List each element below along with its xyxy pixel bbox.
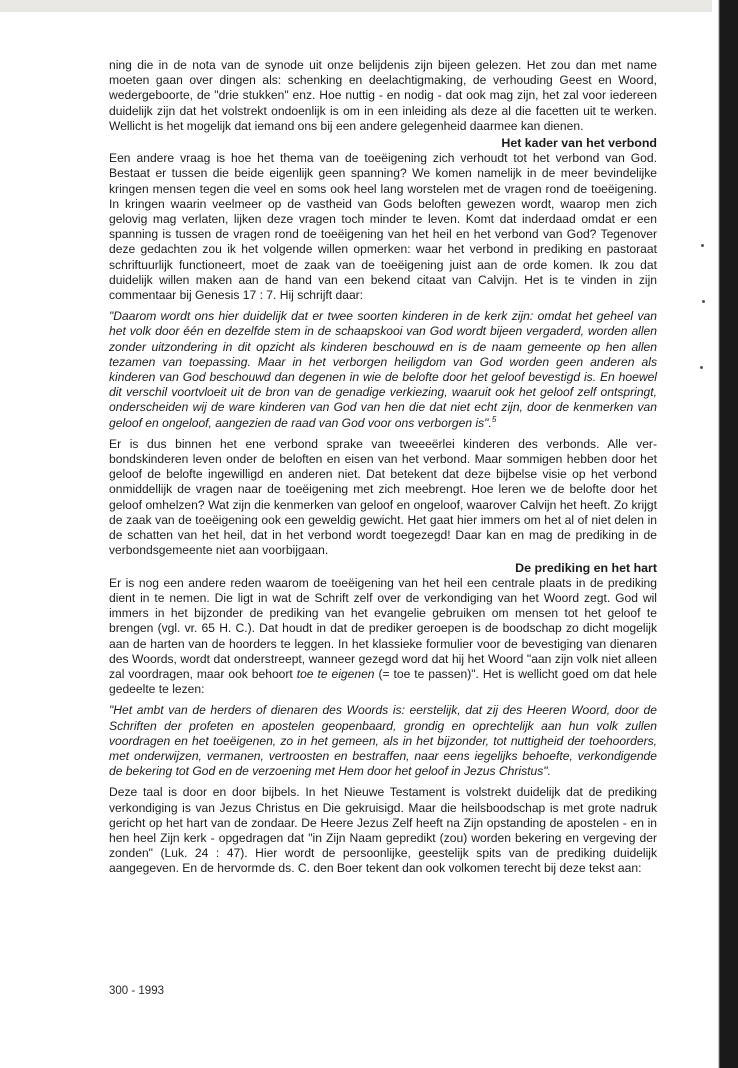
prediking-lead-text: Er is nog een andere reden waarom de toeëigening van het heil een centrale plaats in de prediking dient in te nemen. Die ligt in wat de Schrift zelf over de verkondiging van het Woord zegt. God wil immers in het bijzonder de prediking van het evangelie gebruiken om mensen tot het geloof te brengen (vgl. vr. 65 H. C.). Dat houdt in dat de prediker geroepen is de boodschap zo dicht mogelijk aan de harten van de hoorders te leggen. In het klassieke formulier voor de bevestiging van dienaren des Woords, wordt dat onderstreept, wanneer gezegd word dat hij het Woord "aan zijn volk niet alleen zal voordragen, maar ook behoort: [109, 575, 657, 681]
scan-edge-top: [0, 0, 738, 12]
formulier-quote: "Het ambt van de herders of dienaren des Woords is: eerstelijk, dat zij des Heeren Woord, door de Schriften der profeten en apostelen geopenbaard, grondig en oprechtelijk aan hun volk zullen voordragen en het toeëigenen, zo in het gemeen, als in het bijzonder, tot nuttigheid der toehoorders, met onderwijzen, vermanen, vertroosten en bestraffen, naar eens iegelijks behoefte, verkondigende de bekering tot God en de verzoening met Hem door het geloof in Jezus Christus".: [109, 703, 657, 779]
scan-speck: [702, 300, 705, 303]
paragraph-tweeerlei: Er is dus binnen het ene verbond sprake van tweeeërlei kinderen des verbonds. Alle verbondskinderen leven onder de beloften en eisen van het verbond. Maar sommigen hebben door het geloof de belofte ingewilligd en anderen niet. Dat betekent dat deze bijbelse visie op het verbond onmiddellijk de vragen naar de toeëigening met zich meebrengt. Hoe leren we de belofte door het geloof omhelzen? Wat zijn die kenmerken van geloof en ongeloof, waarover Calvijn het heeft. Zo krijgt de zaak van de toeëigening ook een geweldig gewicht. Het gaat hier immers om het al of niet delen in de schatten van het heil, dat in het verbond wordt toegezegd! Daar kan en mag de prediking in de verbondsgemeente niet aan voorbijgaan.: [109, 436, 657, 558]
paragraph-kader: Een andere vraag is hoe het thema van de toeëigening zich verhoudt tot het verbond van God. Bestaat er tussen die beide eigenlijk geen spanning? We komen namelijk in de meer bevindelijke kringen mensen tegen die veel en soms ook heel lang worstelen met de vragen rond de toeëigening. In kringen waarin veelmeer op de vastheid van Gods beloften gewezen wordt, waarop men zich gelovig mag verlaten, lijken deze vragen toch minder te leven. Komt dat inderdaad omdat er een spanning is tussen de vragen rond de toeëigening van het heil en het verbond van God? Tegenover deze gedachten zou ik het volgende willen opmerken: waar het verbond in prediking en pastoraat schriftuurlijk functioneert, moet de zaak van de toeëigening juist aan de orde komen. Ik zou dat duidelijk willen maken aan de hand van een bekend citaat van Calvijn. Het is te vinden in zijn commentaar bij Genesis 17 : 7. Hij schrijft daar:: [109, 151, 657, 303]
paragraph-bijbels: Deze taal is door en door bijbels. In het Nieuwe Testament is volstrekt duidelijk dat de prediking verkondiging is van Jezus Christus en Die gekruisigd. Maar die heilsboodschap is met grote nadruk gericht op het hart van de zondaar. De Heere Jezus Zelf heeft na Zijn opstanding de apostelen - en in hen heel Zijn kerk - opgedragen dat "in Zijn Naam gepredikt (zou) worden bekering en vergeving der zonden" (Luk. 24 : 47). Hier wordt de persoonlijke, geestelijk spits van de prediking duidelijk aangegeven. En de hervormde ds. C. den Boer tekent dan ook volkomen terecht bij deze tekst aan:: [109, 785, 657, 876]
section-heading-kader: Het kader van het verbond: [501, 136, 657, 151]
section-heading-prediking: De prediking en het hart: [515, 560, 657, 575]
scan-speck: [700, 366, 703, 369]
page-footer: 300 - 1993: [109, 985, 164, 997]
article-body: [109, 58, 657, 877]
calvijn-quote: [109, 309, 657, 431]
prediking-emphasis: toe te eigenen: [296, 666, 375, 681]
scan-edge-right: [712, 0, 738, 1068]
calvijn-quote-text: "Daarom wordt ons hier duidelijk dat er twee soorten kinderen in de kerk zijn: omdat het geheel van het volk door één en dezelfde stem in de schaapskooi van God wordt bijeen vergaderd, worden allen zonder uitzondering in dit opzicht als kinderen beschouwd en is de naam gemeente op hen allen tezamen van toepassing. Maar in het verborgen heiligdom van God worden geen anderen als kinderen van God beschouwd dan degenen in wie de belofte door het geloof bevestigd is. En hoewel dit verschil voortvloeit uit de bron van de genadige verkiezing, waaruit ook het geloof zelf ontspringt, onderscheiden wij de ware kinderen van God van hen die dat niet echt zijn, door de kenmerken van geloof en ongeloof, aangezien de raad van God voor ons verborgen is".: [109, 309, 657, 430]
prediking-tail-text: (= toe te passen)". Het is wellicht goed om dat hele gedeelte te lezen:: [109, 666, 657, 697]
paragraph-intro: ning die in de nota van de synode uit onze belijdenis zijn bijeen gelezen. Het zou dan met name moeten gaan over dingen als: schenking en deelachtigmaking, de verhouding Geest en Woord, wedergeboorte, de "drie stukken" enz. Hoe nuttig - en nodig - dat ook mag zijn, het zal voor iedereen duidelijk zijn dat het volstrekt ondoenlijk is om in een inleiding als deze al die facetten uit te werken. Wellicht is het mogelijk dat iemand ons bij een andere gelegenheid daarmee kan dienen.: [109, 58, 657, 133]
paragraph-prediking: [109, 576, 657, 698]
footnote-reference: 5: [491, 414, 497, 424]
scan-speck: [701, 244, 704, 247]
